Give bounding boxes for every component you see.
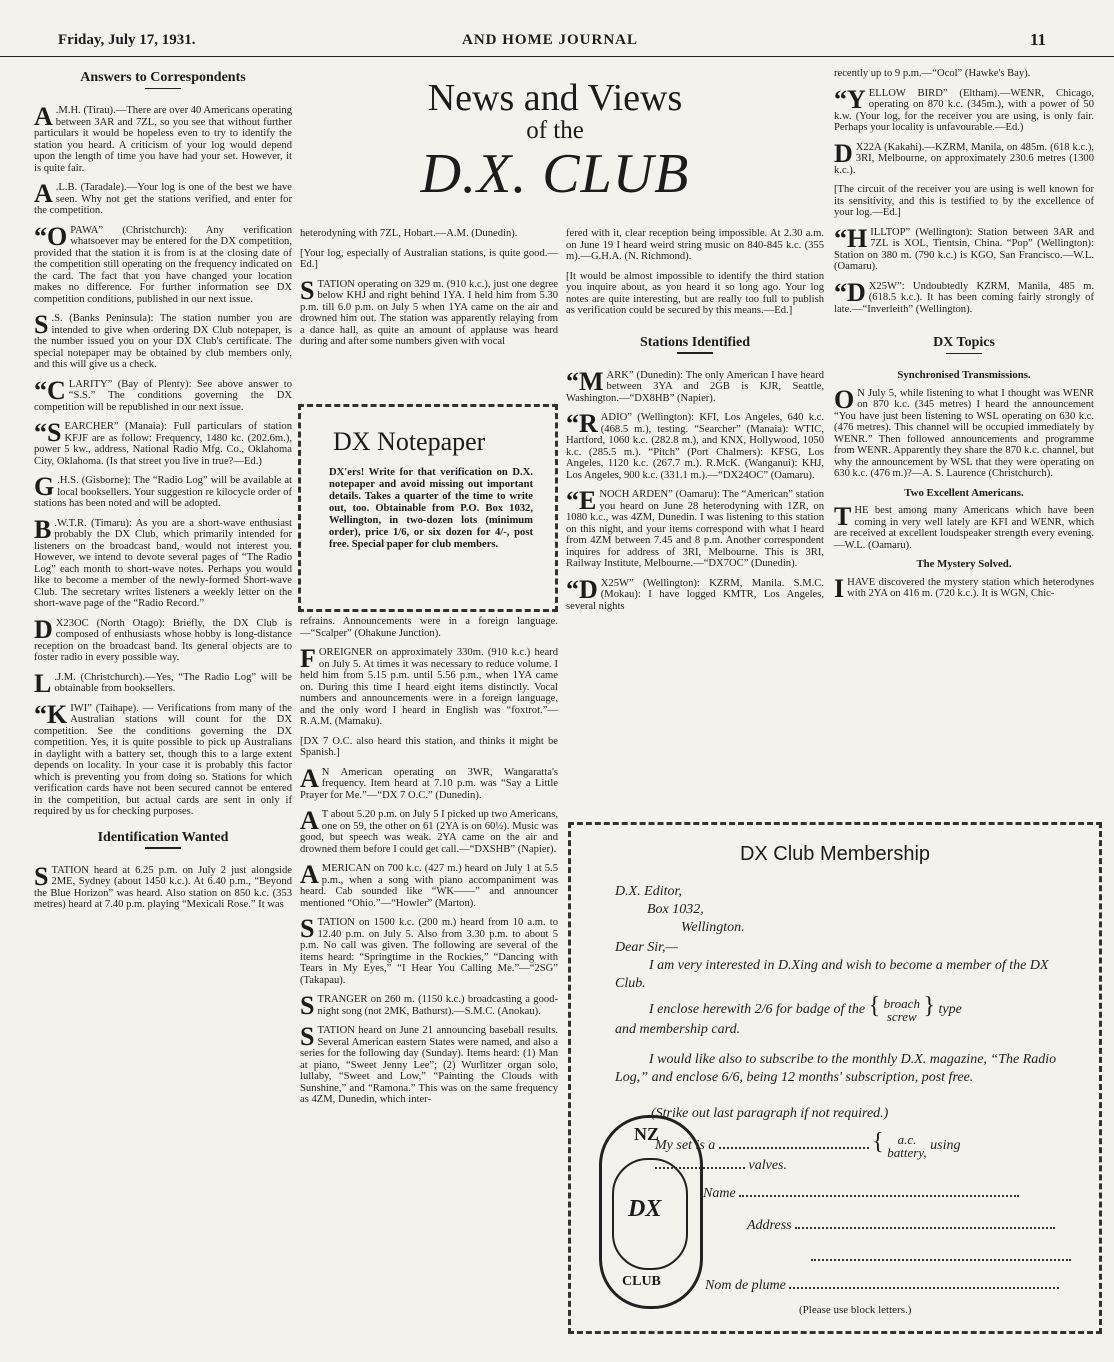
paragraph: fered with it, clear reception being impossible. At 2.30 a.m. on June 19 I heard weird string music on 840-845 k.c. (355 m).—G.H.A. (N. Richmond). xyxy=(566,228,824,262)
paragraph-text: .M.H. (Tirau).—There are over 40 Americans operating between 3AR and 7ZL, so you see that without further particulars it would be hopeless even to try to identify the station you heard. A criticism of your log would depend upon the length of time you have had your set. However, it is quite fair. xyxy=(34,105,292,174)
identification-heading: Identification Wanted xyxy=(97,829,229,845)
paragraph-text: X23OC (North Otago): Briefly, the DX Club is composed of enthusiasts whose hobby is long-distance reception on the broadcast band. Its general objects are to foster radio in every possible way. xyxy=(34,617,292,663)
badge-line-cont: and membership card. xyxy=(615,1022,741,1037)
paragraph-text: OREIGNER on approximately 330m. (910 k.c.) heard on July 5. At times it was necessary to reduce volume. I held him from 5.15 p.m. until 5.56 p.m., when 1YA came on. During this time I heard eight items distinctly. Vocal numbers and announcements were in a foreign language, and the only word I heard in English was “foxtrot.”—R.A.M. (Mamaku). xyxy=(300,647,558,727)
paragraph-text: .S. (Banks Peninsula): The station number you are intended to give when ordering DX Club notepaper, is the number issued you on your DX Club's certificate. The special notepaper may be obtained by club members only, and this will give us a check. xyxy=(34,313,292,370)
drop-cap: L xyxy=(34,668,52,698)
paragraph-text: .W.T.R. (Timaru): As you are a short-wave enthusiast probably the DX Club, which primarily intended for listeners on the broadcast band, would not interest you. However, we intend to devote several pages of “The Radio Log” each month to short-wave notes. Perhaps you would like to become a member of the newly-formed Short-wave Club. The secretary writes listeners a weekly letter on the short-wave page of the “Radio Record.” xyxy=(34,517,292,609)
drop-cap: G xyxy=(34,472,55,501)
drop-cap: “M xyxy=(566,366,604,396)
dx-topics-heading: DX Topics xyxy=(933,335,995,350)
letter-paragraph xyxy=(34,310,292,371)
title-line-1: News and Views xyxy=(427,77,683,119)
drop-cap: “O xyxy=(34,221,68,251)
answers-heading: Answers to Correspondents xyxy=(80,70,246,85)
issue-date: Friday, July 17, 1931. xyxy=(58,32,196,48)
divider xyxy=(946,353,982,355)
letter-paragraph xyxy=(34,699,292,818)
address-field-2[interactable] xyxy=(811,1259,1071,1261)
column-2 xyxy=(300,228,558,356)
letter-paragraph xyxy=(34,418,292,467)
membership-title: DX Club Membership xyxy=(739,843,931,865)
letter-paragraph xyxy=(34,179,292,217)
column-2-lower xyxy=(300,616,558,1114)
divider xyxy=(145,88,181,90)
badge-center-text: DX xyxy=(628,1196,662,1222)
drop-cap: S xyxy=(300,914,315,943)
paragraph-text: TATION on 1500 k.c. (200 m.) heard from 10 a.m. to 12.40 p.m. on July 5. Also from 3.30 p.m. to about 5 p.m. No call was given. The following are several of the items heard: “Springtime in the Rockies,” “Dancing with Tears in My Eyes,” “I Hear You Calling Me.”—“2SG” (Takapau). xyxy=(300,917,558,986)
letter-paragraph xyxy=(566,486,824,570)
letter-paragraph xyxy=(34,375,292,414)
left-brace: { xyxy=(872,1129,884,1156)
letter-paragraph xyxy=(834,573,1094,603)
publication-title: AND HOME JOURNAL xyxy=(462,32,638,48)
editor-note: [It would be almost impossible to identify the third station you inquire about, as you heard it so long ago. Your log notes are quite interesting, but are really too full to publish as verification could be secured by this means.—Ed.] xyxy=(566,270,824,316)
paragraph-text: HE best among many Americans which have been coming in very well lately are KFI and WENR, which are received at excellent loudspeaker strength every evening.—W.L. (Oamaru). xyxy=(834,505,1094,551)
letter-paragraph xyxy=(834,384,1094,480)
title-line-2: of the xyxy=(526,117,584,144)
paragraph-text: ELLOW BIRD” (Eltham).—WENR, Chicago, operating on 870 k.c. (345m.), with a power of 50 k.w. (Your log, for the receiver you are using, is only fair. Perhaps your locality is unfavourable.—Ed.) xyxy=(834,87,1094,133)
column-3 xyxy=(566,228,824,620)
drop-cap: S xyxy=(34,861,49,891)
set-type-field[interactable] xyxy=(719,1147,869,1149)
paragraph: recently up to 9 p.m.—“Ocol” (Hawke's Bay). xyxy=(834,68,1031,79)
drop-cap: B xyxy=(34,514,52,544)
drop-cap: T xyxy=(834,502,852,531)
paragraph-text: X25W”: Undoubtedly KZRM, Manila, 485 m. (618.5 k.c.). It has been coming fairly strongly of late.—“Inverleith” (Wellington). xyxy=(834,280,1094,315)
letter-paragraph xyxy=(34,514,292,610)
section-title xyxy=(390,78,720,204)
letter-paragraph xyxy=(300,914,558,986)
notepaper-text: DX'ers! Write for that verification on D.X. notepaper and avoid missing out important details. Takes a quarter of the time to write out, too. Obtainable from P.O. Box 1032, Wellington, in two-dozen lots (minimum order), price 1/6, or six dozen for 4/-, post free. Special paper for club members. xyxy=(329,467,533,550)
badge-inner-ring xyxy=(612,1158,688,1270)
paragraph: heterodyning with 7ZL, Hobart.—A.M. (Dunedin). xyxy=(300,228,518,239)
option-screw[interactable]: screw xyxy=(886,1009,917,1024)
letter-paragraph xyxy=(300,806,558,855)
paragraph-text: NOCH ARDEN” (Oamaru): The “American” station you heard on June 28 heterodyning with 1ZR, on 1080 k.c., was 4ZM, Dunedin. I was listening to this station on this night, and your items correspond with what I heard from 4ZM between 7.45 and 8 p.m. Another correspondent inquires for address of 3RI, Melbourne. This is 3RI, Railway Institute, Melbourne.—“DX7OC” (Dunedin). xyxy=(566,489,824,569)
notepaper-advert xyxy=(298,404,558,612)
column-4 xyxy=(834,68,1094,608)
membership-coupon xyxy=(568,822,1102,1334)
letter-paragraph xyxy=(300,991,558,1020)
paragraph-text: ILLTOP” (Wellington): Station between 3AR and 7ZL is XOL, Tientsin, China. “Pop” (Wellington): Station on 380 m. (790 k.c.) is KGO, San Francisco.—W.L. (Oamaru). xyxy=(834,226,1094,272)
drop-cap: A xyxy=(300,860,319,889)
letter-paragraph xyxy=(566,366,824,405)
option-ac[interactable]: a.c. xyxy=(897,1132,917,1147)
drop-cap: “R xyxy=(566,409,598,438)
drop-cap: I xyxy=(834,573,845,603)
option-battery[interactable]: battery, xyxy=(887,1145,927,1160)
right-brace: } xyxy=(923,993,935,1020)
editor-note: [Your log, especially of Australian stations, is quite good.—Ed.] xyxy=(300,247,558,270)
editor-note: [DX 7 O.C. also heard this station, and thinks it might be Spanish.] xyxy=(300,735,558,758)
set-label: My set is a xyxy=(655,1138,716,1154)
badge-bottom-text: CLUB xyxy=(622,1274,661,1289)
drop-cap: S xyxy=(34,310,49,339)
paragraph: refrains. Announcements were in a foreign language.—“Scalper” (Ohakune Junction). xyxy=(300,616,558,639)
badge-top-text: NZ xyxy=(634,1124,660,1144)
address-label: Address xyxy=(747,1218,792,1233)
dx-club-badge-logo xyxy=(599,1115,703,1309)
editor-address-line: Box 1032, xyxy=(647,902,704,917)
paragraph-text: X22A (Kakahi).—KZRM, Manila, on 485m. (618 k.c.), 3RI, Melbourne, on approximately 230.6 metres (1300 k.c.). xyxy=(834,141,1094,176)
option-broach[interactable]: broach xyxy=(883,996,920,1011)
paragraph-text: T about 5.20 p.m. on July 5 I picked up two Americans, one on 59, the other on 61 (2YA is on 60½). Music was good, but speech was weak. 2YA came on the air and drowned them before I could get call.—“DXSHB” (Napier). xyxy=(300,809,558,855)
drop-cap: “E xyxy=(566,486,597,515)
badge-text: I enclose herewith 2/6 for badge of the xyxy=(649,1002,866,1018)
letter-paragraph xyxy=(300,763,558,802)
using-text: using xyxy=(930,1138,961,1154)
letter-paragraph xyxy=(300,1022,558,1106)
editor-address-line: D.X. Editor, xyxy=(615,884,682,899)
paragraph-text: .J.M. (Christchurch).—Yes, “The Radio Log” will be obtainable from booksellers. xyxy=(54,671,292,694)
subheading: The Mystery Solved. xyxy=(916,558,1012,570)
divider xyxy=(145,847,181,849)
letter-paragraph xyxy=(566,574,824,613)
set-type-line xyxy=(655,1129,1075,1160)
drop-cap: A xyxy=(300,806,319,835)
badge-type-options[interactable] xyxy=(884,997,920,1023)
nom-de-plume-label: Nom de plume xyxy=(705,1278,786,1293)
letter-paragraph xyxy=(300,860,558,909)
subheading: Two Excellent Americans. xyxy=(904,486,1024,499)
subscription-line: I would like also to subscribe to the monthly D.X. magazine, “The Radio Log,” and enclose 6/6, being 12 months' subscription, post free. xyxy=(615,1052,1057,1085)
title-line-3: D.X. CLUB xyxy=(420,143,690,205)
drop-cap: D xyxy=(34,614,53,644)
address-field[interactable] xyxy=(795,1227,1055,1229)
drop-cap: A xyxy=(34,179,53,208)
drop-cap: S xyxy=(300,991,315,1020)
nom-de-plume-line xyxy=(705,1277,1059,1295)
divider xyxy=(677,352,713,354)
paragraph-text: ADIO” (Wellington): KFI, Los Angeles, 640 k.c. (468.5 m.), testing. “Searcher” (Manaia): WTIC, Hartford, 1060 k.c. (282.8 m.), and KNX, Hollywood, 1050 k.c. (285.5 m.). “Pitch” (Port Chalmers): KFSG, Los Angeles, 1120 k.c. (267.7 m.). R.McK. (Wanganui): KHJ, Los Angeles, 900 k.c. (331.1 m.).—“DX24OC” (Oamaru). xyxy=(566,412,824,481)
letter-paragraph xyxy=(34,102,292,174)
block-letters-note: (Please use block letters.) xyxy=(799,1304,912,1316)
paragraph-text: EARCHER” (Manaia): Full particulars of station KFJF are as follow: Frequency, 1480 kc. (202.6m.), power 5 kw., address, National Radio Mfg. Co., Oklahoma City, Oklahoma. (Is that street you live in true?—Ed.) xyxy=(34,421,292,467)
drop-cap: “Y xyxy=(834,84,866,114)
paragraph-text: IWI” (Taihape). — Verifications from many of the Australian stations will count for the DX competition. See the conditions governing the DX competition. Yes, it is quite possible to pick up Australians in daylight with a battery set, though this to a large extent depends on locality. In your case it is probably this factor which is preventing you from doing so. Stations for which verification cards have not been secured cannot be entered in the competition, but actual cards are sent in only if required by us for checking purposes. xyxy=(34,702,292,817)
letter-paragraph xyxy=(834,277,1094,316)
drop-cap: A xyxy=(300,763,319,793)
letter-paragraph xyxy=(834,223,1094,273)
drop-cap: “C xyxy=(34,375,66,405)
paragraph-text: HAVE discovered the mystery station which heterodynes with 2YA on 416 m. (720 k.c.). It is WGN, Chic- xyxy=(847,576,1094,599)
membership-request: I am very interested in D.Xing and wish to become a member of the DX Club. xyxy=(615,958,1049,991)
valves-label: valves. xyxy=(748,1158,787,1173)
name-line xyxy=(703,1185,1019,1203)
drop-cap: S xyxy=(300,275,315,305)
drop-cap: S xyxy=(300,1022,315,1051)
address-line xyxy=(747,1217,1055,1235)
drop-cap: A xyxy=(34,102,53,131)
page-number: 11 xyxy=(1029,30,1046,49)
letter-paragraph xyxy=(566,409,824,481)
paragraph-text: X25W” (Wellington): KZRM, Manila. S.M.C. (Mokau): I have logged KMTR, Los Angeles, several nights xyxy=(566,577,824,612)
letter-paragraph xyxy=(834,502,1094,551)
letter-paragraph xyxy=(834,84,1094,134)
paragraph-text: TATION heard at 6.25 p.m. on July 2 just alongside 2ME, Sydney (about 1450 k.c.). At 6.40 p.m., “Beyond the Blue Horizon” was heard. Also station on 850 k.c. (353 metres) heard at 7.40 p.m. playing “Mexicali Rose.” It was xyxy=(34,864,292,910)
salutation: Dear Sir,— xyxy=(615,940,679,955)
drop-cap: “K xyxy=(34,699,68,729)
letter-paragraph xyxy=(834,138,1094,177)
paragraph-text: TRANGER on 260 m. (1150 k.c.) broadcasting a good-night song (not 2MK, Bathurst).—S.M.C. (Anokau). xyxy=(317,994,558,1017)
drop-cap: “H xyxy=(834,223,868,253)
paragraph-text: LARITY” (Bay of Plenty): See above answer to “S.S.” The conditions governing the DX competition will be republished in our next issue. xyxy=(34,378,292,413)
stations-identified-heading: Stations Identified xyxy=(639,334,751,350)
paragraph-text: .H.S. (Gisborne): The “Radio Log” will be available at local booksellers. Your suggestion re kilocycle order of stations has been noted and will be adopted. xyxy=(34,475,292,509)
letter-paragraph xyxy=(300,275,558,348)
column-1 xyxy=(34,68,292,919)
subheading: Synchronised Transmissions. xyxy=(897,369,1031,381)
letter-paragraph xyxy=(34,614,292,664)
power-options[interactable] xyxy=(887,1133,926,1159)
letter-paragraph xyxy=(34,221,292,306)
left-brace: { xyxy=(868,993,881,1020)
address-line-2 xyxy=(811,1249,1071,1267)
drop-cap: F xyxy=(300,644,316,673)
drop-cap: “D xyxy=(566,574,598,604)
paragraph-text: N July 5, while listening to what I thought was WENR on 870 k.c. (345 metres) I heard the announcement “You have just been listening to WSL operating on 630 k.c. (476 metres). This channel will be occupied immediately by WENR.” Then followed announcements and programme from WENR. Apparently they share the 870 k.c. channel, but why the announcement by WSL that they were operating on 630 k.c. (476 m.)?—A. S. Laurence (Christchurch). xyxy=(834,387,1094,479)
name-label: Name xyxy=(703,1186,736,1201)
letter-paragraph xyxy=(34,668,292,698)
notepaper-title: DX Notepaper xyxy=(333,427,486,456)
name-field[interactable] xyxy=(739,1195,1019,1197)
drop-cap: D xyxy=(834,138,853,168)
drop-cap: “S xyxy=(34,418,62,447)
paragraph-text: PAWA” (Christchurch): Any verification whatsoever may be entered for the DX competition, provided that the station it is from is at the closing date of the competition still operating on the frequency indicated on the card. The fact that you have changed your location makes no difference. For further information see DX competition conditions, published in our next issue. xyxy=(34,224,292,305)
letter-paragraph xyxy=(34,861,292,911)
letter-paragraph xyxy=(300,644,558,728)
drop-cap: “D xyxy=(834,277,866,307)
paragraph-text: ARK” (Dunedin): The only American I have heard between 3YA and 2GB is KJR, Seattle, Washington.—“DX8HB” (Napier). xyxy=(566,369,824,404)
drop-cap: O xyxy=(834,384,855,414)
paragraph-text: .L.B. (Taradale).—Your log is one of the best we have seen. Why not get the stations verified, and enter for the competition. xyxy=(34,182,292,216)
paragraph-text: TATION heard on June 21 announcing baseball results. Several American eastern States were named, and also a series for the following day (Sunday). Items heard: (1) Man at piano, “Sweet Jenny Lee”; (2) Wurlitzer organ solo, lullaby, “Sweet and Low,” “Painting the Clouds with Sunshine,” and “Ramona.” This was on the same frequency as 4ZM, Dunedin, which inter- xyxy=(300,1025,558,1105)
strike-note: (Strike out last paragraph if not required.) xyxy=(651,1106,889,1121)
letter-paragraph xyxy=(34,472,292,510)
editor-address-line: Wellington. xyxy=(681,920,745,935)
paragraph-text: TATION operating on 329 m. (910 k.c.), just one degree below KHJ and right behind 1YA. I held him from 5.30 p.m. till 6.0 p.m. on July 5 when 1YA came on the air and drowned him out. The station was apparently relaying from a dance hall, as quite an amount of applause was heard during and after some numbers given with vocal xyxy=(300,278,558,347)
editor-note: [The circuit of the receiver you are using is well known for its sensitivity, and this is testified to by the excellence of your log.—Ed.] xyxy=(834,184,1094,218)
paragraph-text: MERICAN on 700 k.c. (427 m.) heard on July 1 at 5.5 p.m., when a song with piano accompaniment was heard. Cab sounded like “WK——” and announcer mentioned “Ohio.”—“Howler” (Marton). xyxy=(300,863,558,909)
paragraph-text: N American operating on 3WR, Wangaratta's frequency. Item heard at 7.10 p.m. was “Say a Little Prayer for Me.”—“DX 7 O.C.” (Dunedin). xyxy=(300,766,558,801)
badge-line xyxy=(649,993,1089,1024)
masthead xyxy=(0,30,1114,57)
badge-type-text: type xyxy=(938,1002,962,1018)
nom-de-plume-field[interactable] xyxy=(789,1287,1059,1289)
